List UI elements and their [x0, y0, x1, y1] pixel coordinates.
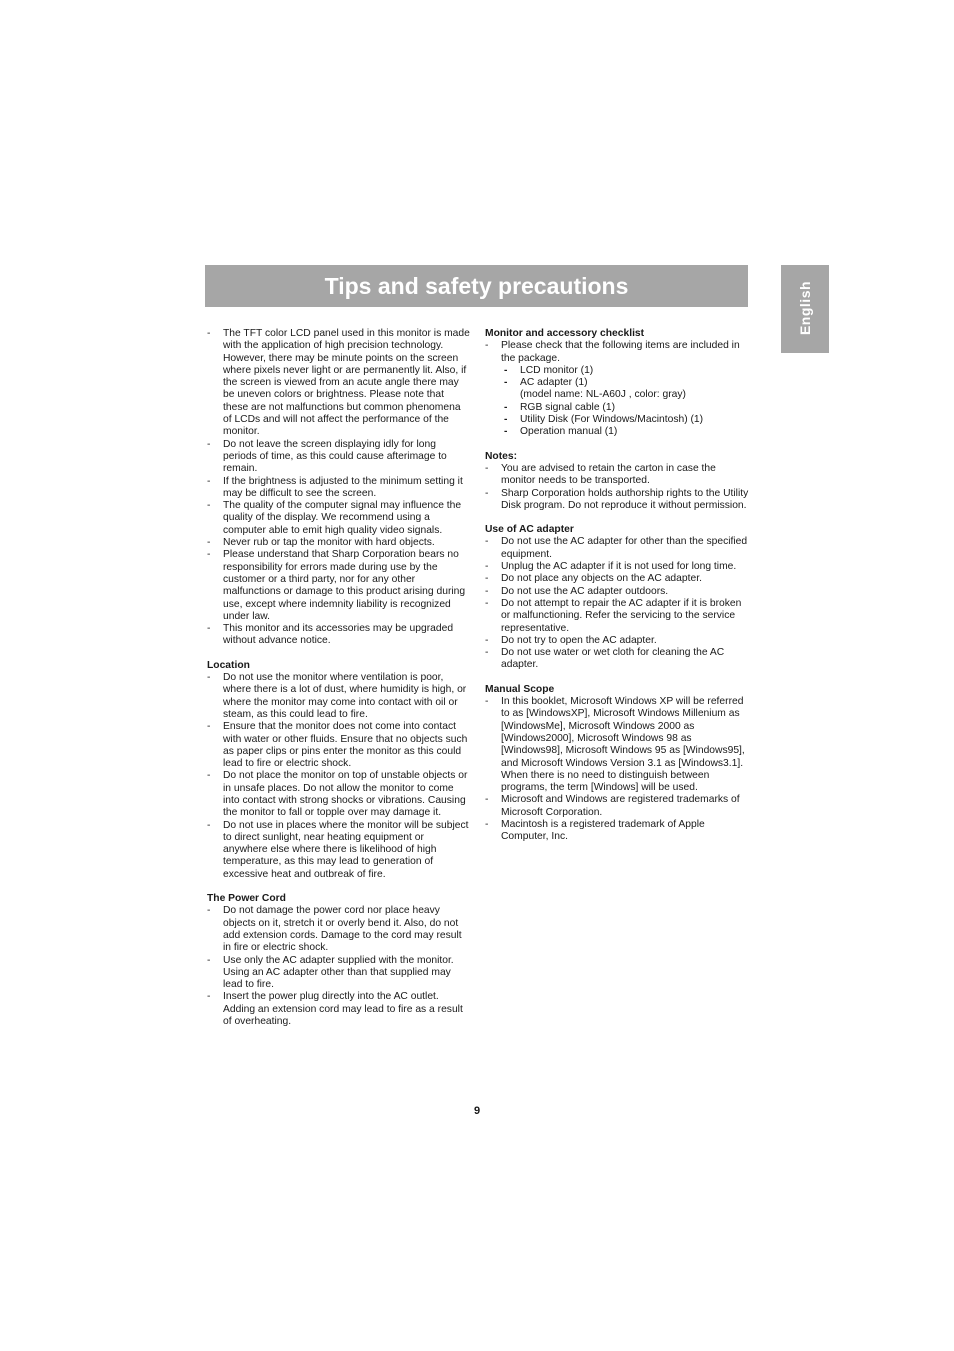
intro-list	[207, 328, 471, 648]
intro-section	[207, 328, 471, 648]
manual-scope-heading: Manual Scope	[485, 683, 555, 695]
page-title: Tips and safety precautions	[324, 272, 629, 299]
list-item: - Do not leave the screen displaying idly for long periods of time, as this could cause afterimage to remain.	[207, 439, 471, 476]
ac-adapter-list	[485, 536, 749, 671]
power-cord-heading: The Power Cord	[207, 893, 286, 905]
list-item: - Unplug the AC adapter if it is not used for long time.	[485, 561, 749, 573]
list-item: - Microsoft and Windows are registered trademarks of Microsoft Corporation.	[485, 794, 749, 819]
list-item: - Do not place the monitor on top of unstable objects or in unsafe places. Do not allow the monitor to come into contact with strong shocks or vibrations. Causing the monitor to fall or topple over may damage it.	[207, 770, 471, 819]
checklist-heading: Monitor and accessory checklist	[485, 328, 645, 339]
checklist-section	[485, 328, 749, 439]
power-cord-list	[207, 905, 471, 1028]
checklist-item: - Utility Disk (For Windows/Macintosh) (1)	[501, 414, 749, 426]
manual-scope-section	[485, 684, 749, 844]
power-cord-section	[207, 893, 471, 1028]
list-item: - Do not use the AC adapter for other than the specified equipment.	[485, 536, 749, 561]
list-item: - Please understand that Sharp Corporation bears no responsibility for errors made during use by the customer or a third party, nor for any other malfunctions or damage to this product arising during use, except where indemnity liability is recognized under law.	[207, 549, 471, 623]
location-heading: Location	[207, 659, 250, 671]
list-item: - In this booklet, Microsoft Windows XP will be referred to as [WindowsXP], Microsoft Windows Millenium as [WindowsMe], Microsoft Windows 2000 as [Windows2000], Microsoft Windows 98 as [Windows98], Microsoft Windows 95 as [Windows95], and Microsoft Windows Version 3.1 as [Windows3.1]. When there is no need to distinguish between programs, the term [Windows] will be used.	[485, 696, 749, 794]
language-tab	[781, 265, 829, 353]
adapter-model-note: (model name: NL-A60J , color: gray)	[520, 389, 686, 401]
checklist-item: - Operation manual (1)	[501, 426, 749, 438]
language-tab-label: English	[797, 280, 813, 336]
right-column	[485, 328, 749, 856]
list-item: - Do not damage the power cord nor place heavy objects on it, stretch it or overly bend it. Also, do not add extension cords. Damage to the cord may result in fire or electric shock.	[207, 905, 471, 954]
ac-adapter-section	[485, 524, 749, 672]
list-item: - Macintosh is a registered trademark of Apple Computer, Inc.	[485, 819, 749, 844]
title-banner	[205, 265, 748, 307]
list-item: - Do not attempt to repair the AC adapter if it is broken or malfunctioning. Refer the servicing to the service representative.	[485, 598, 749, 635]
list-item: - Ensure that the monitor does not come into contact with water or other fluids. Ensure that no objects such as paper clips or pins enter the monitor as this could lead to fire or electric shock.	[207, 721, 471, 770]
list-item	[485, 340, 749, 438]
checklist-items	[501, 365, 749, 439]
left-column	[207, 328, 471, 1040]
checklist-intro: Please check that the following items are included in the package.	[501, 340, 740, 364]
checklist-list	[485, 340, 749, 438]
list-item: - Do not use the monitor where ventilation is poor, where there is a lot of dust, where humidity is high, or where the monitor may come into contact with oil or steam, as this could lead to fire.	[207, 672, 471, 721]
notes-list	[485, 463, 749, 512]
checklist-item	[501, 377, 749, 402]
list-item: - Do not use in places where the monitor will be subject to direct sunlight, near heating equipment or anywhere else where there is likelihood of high temperature, as this may lead to generation of excessive heat and outbreak of fire.	[207, 820, 471, 881]
notes-heading: Notes:	[485, 450, 518, 462]
location-section	[207, 660, 471, 881]
list-item: - Do not place any objects on the AC adapter.	[485, 573, 749, 585]
list-item: - Do not use the AC adapter outdoors.	[485, 586, 749, 598]
list-item: - Insert the power plug directly into the AC outlet. Adding an extension cord may lead to fire as a result of overheating.	[207, 991, 471, 1028]
notes-section	[485, 451, 749, 512]
page-number: 9	[473, 1105, 481, 1117]
list-item: - The quality of the computer signal may influence the quality of the display. We recommend using a computer able to emit high quality video signals.	[207, 500, 471, 537]
list-item: - Use only the AC adapter supplied with the monitor. Using an AC adapter other than that supplied may lead to fire.	[207, 955, 471, 992]
checklist-item-label: AC adapter (1)	[520, 377, 588, 389]
ac-adapter-heading: Use of AC adapter	[485, 524, 574, 536]
location-list	[207, 672, 471, 881]
list-item: - If the brightness is adjusted to the minimum setting it may be difficult to see the screen.	[207, 476, 471, 501]
list-item: - Do not try to open the AC adapter.	[485, 635, 749, 647]
list-item: - Sharp Corporation holds authorship rights to the Utility Disk program. Do not reproduce it without permission.	[485, 488, 749, 513]
list-item: - The TFT color LCD panel used in this monitor is made with the application of high precision technology. However, there may be minute points on the screen where pixels never light or are permanently lit. Also, if the screen is viewed from an acute angle there may be uneven colors or brightness. Please note that these are not malfunctions but common phenomena of LCDs and will not affect the performance of the monitor.	[207, 328, 471, 439]
checklist-item: - LCD monitor (1)	[501, 365, 749, 377]
checklist-item: - RGB signal cable (1)	[501, 402, 749, 414]
list-item: - Never rub or tap the monitor with hard objects.	[207, 537, 471, 549]
list-item: - Do not use water or wet cloth for cleaning the AC adapter.	[485, 647, 749, 672]
list-item: - This monitor and its accessories may be upgraded without advance notice.	[207, 623, 471, 648]
list-item: - You are advised to retain the carton in case the monitor needs to be transported.	[485, 463, 749, 488]
manual-scope-list	[485, 696, 749, 844]
